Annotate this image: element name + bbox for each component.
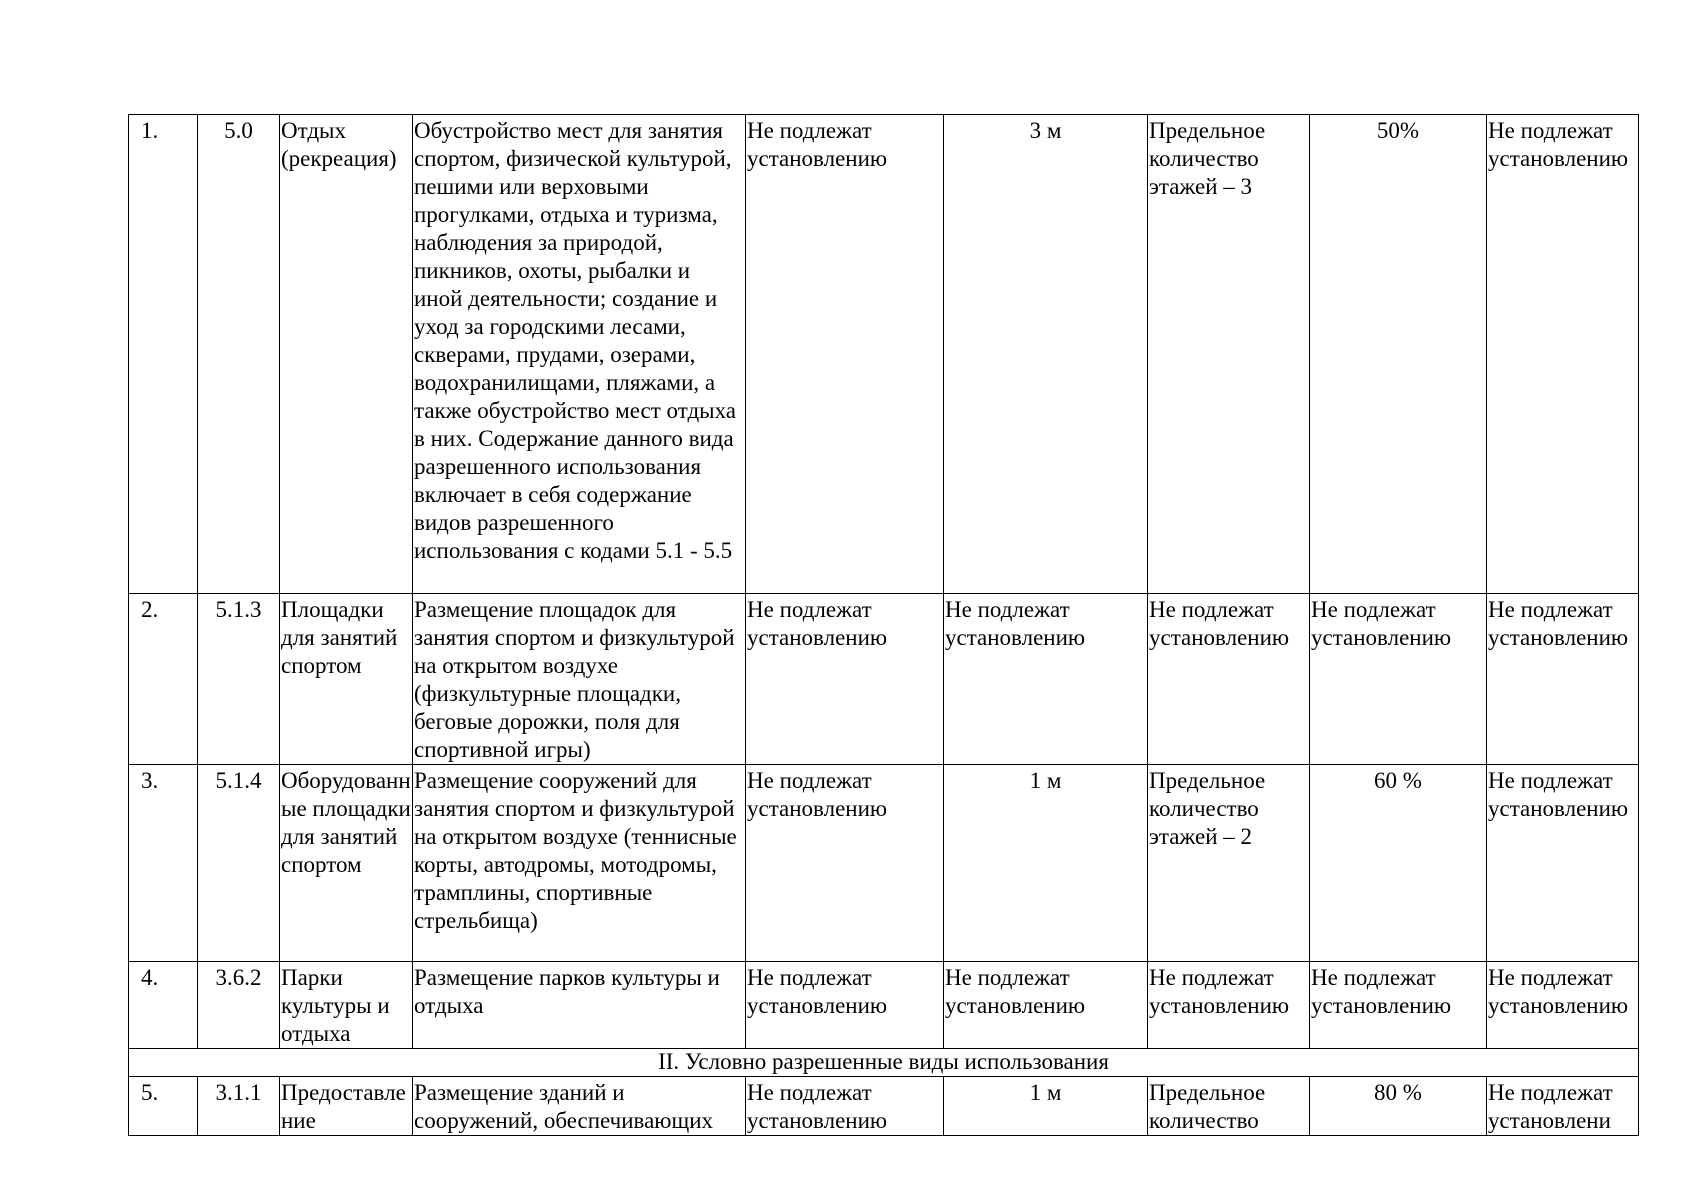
usage-code: 5.1.3 [198, 594, 280, 765]
param-cell: Не подлежат установлению [1487, 765, 1639, 962]
table-row [129, 115, 1639, 594]
param-cell: Не подлежат установлению [746, 962, 944, 1049]
usage-description: Размещение парков культуры и отдыха [413, 962, 746, 1049]
usage-description: Размещение зданий и сооружений, обеспечивающих [413, 1077, 746, 1136]
param-cell: Не подлежат установлению [1310, 962, 1487, 1049]
usage-description: Размещение сооружений для занятия спортом и физкультурой на открытом воздухе (теннисные корты, автодромы, мотодромы, трамплины, спортивные стрельбища) [413, 765, 746, 962]
row-number: 2. [129, 594, 198, 765]
param-cell: Не подлежат установлению [1487, 594, 1639, 765]
param-cell: Не подлежат установлению [1148, 594, 1310, 765]
param-cell: Не подлежат установлению [1310, 594, 1487, 765]
regulations-table [128, 114, 1639, 1136]
usage-code: 3.6.2 [198, 962, 280, 1049]
table-row [129, 765, 1639, 962]
param-cell: 50% [1310, 115, 1487, 594]
usage-name: Площадки для занятий спортом [280, 594, 413, 765]
param-cell: Предельное количество этажей – 2 [1148, 765, 1310, 962]
section-header: II. Условно разрешенные виды использования [129, 1049, 1639, 1077]
param-cell: Не подлежат установлению [746, 765, 944, 962]
usage-code: 5.0 [198, 115, 280, 594]
param-cell: Не подлежат установлению [1487, 115, 1639, 594]
param-cell: 3 м [944, 115, 1148, 594]
param-cell: 60 % [1310, 765, 1487, 962]
row-number: 5. [129, 1077, 198, 1136]
row-number: 1. [129, 115, 198, 594]
table-row [129, 1077, 1639, 1136]
param-cell: Предельное количество этажей – 3 [1148, 115, 1310, 594]
usage-code: 3.1.1 [198, 1077, 280, 1136]
param-cell: Не подлежат установлению [944, 962, 1148, 1049]
param-cell: Не подлежат установлению [746, 1077, 944, 1136]
param-cell: Не подлежат установлению [746, 594, 944, 765]
param-cell: 80 % [1310, 1077, 1487, 1136]
usage-description: Обустройство мест для занятия спортом, физической культурой, пешими или верховыми прогулками, отдыха и туризма, наблюдения за природой, пикников, охоты, рыбалки и иной деятельности; создание и уход за городскими лесами, скверами, прудами, озерами, водохранилищами, пляжами, а также обустройство мест отдыха в них. Содержание данного вида разрешенного использования включает в себя содержание видов разрешенного использования с кодами 5.1 - 5.5 [413, 115, 746, 594]
row-number: 3. [129, 765, 198, 962]
usage-name: Оборудованные площадки для занятий спортом [280, 765, 413, 962]
param-cell: 1 м [944, 1077, 1148, 1136]
usage-code: 5.1.4 [198, 765, 280, 962]
param-cell: 1 м [944, 765, 1148, 962]
param-cell: Не подлежат установлению [746, 115, 944, 594]
param-cell: Не подлежат установлени [1487, 1077, 1639, 1136]
param-cell: Предельное количество [1148, 1077, 1310, 1136]
usage-name: Предоставление [280, 1077, 413, 1136]
usage-name: Отдых (рекреация) [280, 115, 413, 594]
param-cell: Не подлежат установлению [1148, 962, 1310, 1049]
row-number: 4. [129, 962, 198, 1049]
table-row [129, 962, 1639, 1049]
param-cell: Не подлежат установлению [944, 594, 1148, 765]
usage-name: Парки культуры и отдыха [280, 962, 413, 1049]
table-row [129, 594, 1639, 765]
section-header-row [129, 1049, 1639, 1077]
usage-description: Размещение площадок для занятия спортом и физкультурой на открытом воздухе (физкультурные площадки, беговые дорожки, поля для спортивной игры) [413, 594, 746, 765]
param-cell: Не подлежат установлению [1487, 962, 1639, 1049]
